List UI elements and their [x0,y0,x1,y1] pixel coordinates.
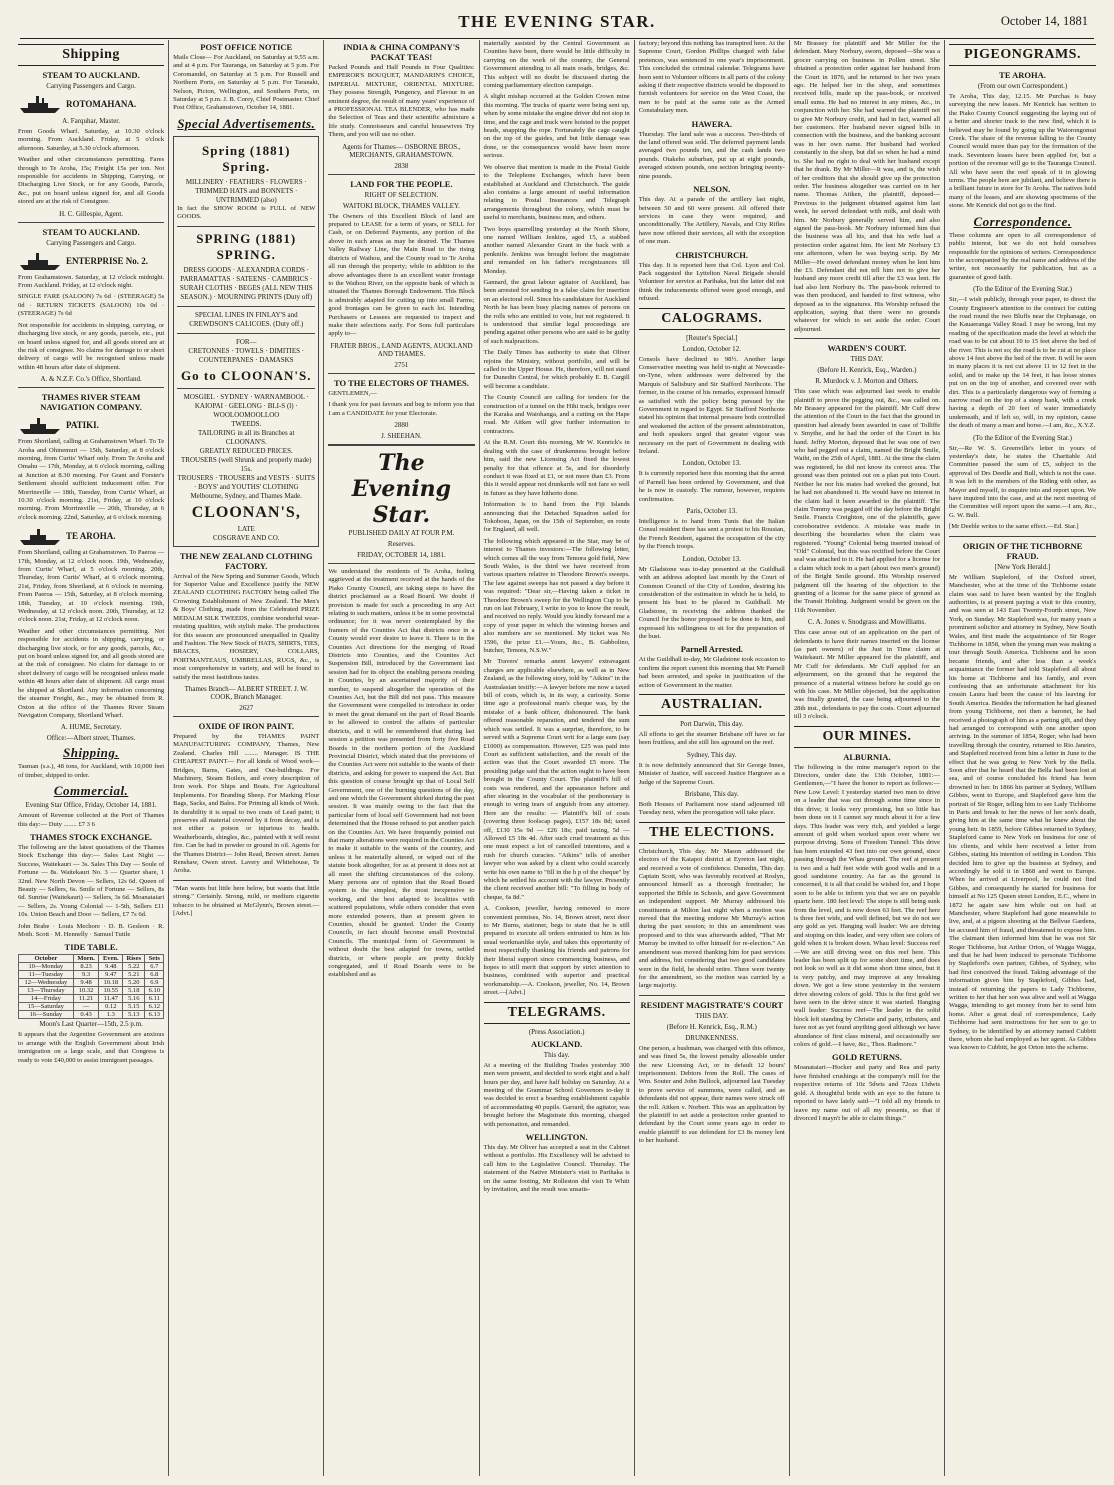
ship-name: ROTOMAHANA. [66,99,137,109]
ship-agent: A. & N.Z.F. Co.'s Office, Shortland. [40,375,142,384]
wellington-text: This day. Mr Oliver has accepted a seat in the Cabinet without a portfolio. His Excellency will be advised to call him to the Legislative Council. Thursday. The statement of the Native Minister's visit to Parihaka is on the same footing, Mr Rolleston did visit Te Whiti by invitation, and the result was unsatis- [483,1143,630,1193]
rm-court-text: One person, a bushman, was charged with this offence, and was fined 5s, the lowest penalty allowable under the new Licensing Act, or in default 12 hours' imprisonment. Debtors from the Roll. The cases of Wm. Souter and John Bullock, adjourned last Tuesday to prove service of summons, were called, and as defendants did not appear, their names were struck off the roll. Aitken v. Norbert. This was an application by the plaintiff to set aside a protection order granted to defendant by the Court some years ago in order to enable plaintiff to sue defendant for £3 8s money lent to her husband. [638,1044,785,1145]
alburnia-text: The following is the mine manager's report to the Directors, under date the 13th October, 1881:—Gentlemen,—"I have the honor to report as follows:— New Low Level: I yesterday started two men to drive on a leader that was cut through some time since in this drive; it looks very promising, but so little has been done on it I cannot say much about it for a few days. This leader was very rich, and yielded a large amount of gold when worked upon over where we purpose driving. Sons of Freedom Tunnel: This drive has been extended 43 feet into our own ground, since passing through the Whau ground. The reef at present is two and a half feet wide with good walls and in a good sandstone country. As far as the ground is concerned, it is all that could be wished for, and I hope soon to be able to inform you that we are on payable quartz here. 180 feet level: The stope is still being sunk from the level, and is now down 63 feet. The reef here is three feet wide, and well defined, but we do not see any gold as yet. Hanging wall leader: We are driving and stoping on this leader, and very often see colors of gold when it is broken down. Whau level: Success reef—We are still driving west on this reef here. This leader has been split up for some short time, and does not look so well as it did some short time since, but it is very patchy, and may improve at any breaking down. We got a few stone yesterday in the western drive showing colors of gold. This is the first gold we have seen in the drive since it was started. Hanging wall leader: Success reef—The leader in the solid block left standing by Christie and party, tributers, and have not as yet found anything good although we have abundance of first class mineral, and occasionally see colors of gold.—I have, &c., Thos. Radmore." [793,763,941,1049]
trousers: TROUSERS (well Shrunk and properly made) 15s. [181,455,312,473]
brisbane-text: Both Houses of Parliament now stand adjourned till Tuesday next, when the prorogation will take place. [638,801,785,817]
correspondence-heading: Correspondence. [973,213,1072,229]
table-row [19,1003,164,1011]
table-row [19,987,164,995]
land-title: LAND FOR THE PEOPLE. [350,178,453,189]
tichborne-text: Mr William Stapleford, of the Oxford street, Manchester, who at the time of the Tichborne estate claim was said to have been wanted by the English authorities, is at present paying a visit to this country, and was seen at 143 East Twenty-Fourth street, New York, on Sunday. Mr Stapleford was, for many years a prominent solicitor and attorney in Sydney, New South Wales, and first made the acquaintance of Sir Roger Tichborne in 1858, when the young man was making a tour through South America. Tichborne and he soon became friends, and after less than a week's acquaintance the former had told Stapleford all about his home at Tichborne and his family, and even confessing that an unfortunate attachment for his cousin Laura had been the cause of his leaving for South America. Besides the information he had gleaned from young Tichborne, not then a baronet, he had received a photograph of him as a parting gift, and they had arranged to correspond with one another upon arriving. In the summer of 1854, Roger, who had been travelling through the country, returned to Rio Janeiro, and Stapleford received from him a letter in June to the effect that he was going to New York by the Bella. Soon after that he heard that the Bella had been lost at sea, and of course concluded his friend has been drowned in her. In 1866 his partner at Sydney, William Gibbes, went to Europe, and Stapleford gave him the portrait of Sir Roger, telling him to see Lady Tichborne in Paris and break to her the news of her son's death, giving him at the same time what he knew about the young heir. In 1859, before Gibbes returned to Sydney, Stapleford came to New York on business for one of his clients, and while here received a letter from Gibbes, stating his intention of settling in London. This decided him to give up the business at Sydney, and accordingly he sold it in 1868 and went to Europe. When he arrived at Liverpool, he could not find Gibbes, and consequently he started for business for himself at No 125 Queen street London, E.C., where in 1872 he again saw him while out on bail at Manchester, where Stapleford had gone meanwhile to live, and, at a pigeon shooting at the Bellvue Gardens, he accused him of fraud, and threatened to expose him. The claimant then informed him that he was not Sir Roger Tichborne, but Arthur Orton, of Wagga Wagga, and that he had been induced to personate Tichborne by Stapleford's own partner, Gibbes, of Sydney, who had first conceived the fraud. Taking advantage of the information given him by Stapleford, Gibbes had, instead of returning the papers to Lady Tichborne, written to her that her son was alive and well at Wagga Wagga, intending to get money from her to send him home. After a great deal of correspondence, Lady Tichborne had sent instructions for her son to go to Sydney, to be identified by an attorney named Cubbitt there, whom she had employed as her agent. As Gibbes was known to Cubbitt, he got Orton into the scheme. [949,573,1097,1052]
tea-title: INDIA & CHINA COMPANY'S PACKAT TEAS! [343,42,460,62]
tide-header-cell: Rises [123,955,145,963]
late-label: LATE [237,524,255,533]
tide-header-cell: Morn. [73,955,99,963]
tide-cell: 15—Saturday [19,1003,74,1011]
newspaper-title: THE EVENING STAR. [458,12,656,31]
column-5 [635,40,790,1476]
stock-exchange-text: The following are the latest quotations of the Thames Stock Exchange this day:— Sales Last Night — Success, Waitekauri — 3s. Sales This Day — Soule of Fortune — 8s. Waitekauri No. 3 — Quarter share, 1 32nd. New North Devon — Sellers, 12s 6d. Queen of Beauty — Sellers, 6s. Smile of Fortune — Sellers, 8s 6d. Sunrise (Waitekauri) — Sellers, 3s 6d. Moanataiari — Sellers, 2s. Young Colonial — 1-5th, Sellers £11 10s. Union Beach and Door — Sellers, £7 7s 6d. [18,843,165,919]
tweeds-list: MOSGIEL · SYDNEY · WARNAMBOOL · KAIOPAI · GEELONG · BLI-S (l) · WOOLOOMOOLLOO [183,392,309,419]
tide-cell: 12—Wednesday [19,979,74,987]
hawera-text: Thursday. The land sale was a success. Two-thirds of the land offered was sold. The deferred payment lands averaged two pounds ten, and the cash lands two pounds. Otakeho suburban, put up at eight pounds, averaged sixteen pounds, one section bringing twenty-nine pounds. [638,130,785,180]
column-7 [945,40,1100,1476]
reduced-prices: GREATLY REDUCED PRICES. [199,446,293,455]
auckland-heading: AUCKLAND. [530,1038,583,1049]
letter-text: Sir,—Re W. S. Greenville's letter in yours of yesterday's date, he states the Charitable Aid Committee passed the sum of £5, subject to the approval of Drs Deedle and Bull, which is not the case. It was left to the members of the Riding with other, as Mayor and myself, to enquire into and report upon. We have inquired into the case, and at the next meeting of the Committee will report upon the same.—I am, &c., G. W. Bull. [949,444,1097,519]
ship-note: Weather and other circumstances permitting. Fares through to Te Aroha, 15s; Freight 15s per ton. Not responsible for accidents in Shipping, Carrying, or Discharging Live Stock, or for any Goods, Parcels, &c., put on board unless signed for, and all Goods stored are at the risk of Consignee. [18,156,165,206]
tide-cell: 5.15 [123,1003,145,1011]
nz-branch: Thames Branch— ALBERT STREET. J. W. COOK, Branch Manager. [184,684,308,701]
steamship-icon [18,414,62,436]
oxide-paint-text: Prepared by the THAMES PAINT MANUFACTURING COMPANY, Thames, New Zealand. Charles Hill ........ Manager. IS THE CHEAPEST PAINT— For all kinds of Wood work—Bridges, Barns, Gates, and Out-buildings. For Machinery, Steam Boilers, and every description of Iron work. For Ships and Boats. For Agricultural Implements. For Branding Sheep. For Marking Flour Bags, Sacks, and Bales. For Priming all kinds of Work. In durability it is equal to two coats of Lead paint; it preserves all material covered by it from decay, and is not either a poison or injurious to health. Weatherboards, shingles, &c., painted with it will resist fire. Can be had in powder or ground in oil. Agents for the Thames District— John Read, Brown street. James Renshaw, Owen street. Lavery and Whitehouse, Te Aroha. [173,732,320,875]
land-sub-2: WAITOKI BLOCK, THAMES VALLEY. [342,201,460,210]
tailoring: TAILORING in all its Branches at CLOONAN'S. [198,428,295,446]
parnell-text: At the Guildhall to-day, Mr Gladstone took occasion to confirm the report current this morning that Mr Parnell had been arrested, and spoke in justification of the action of Government in the matter. [638,656,785,689]
land-text: The Owners of this Excellent Block of land are prepared to LEASE for a term of years, or SELL for Cash, or on Deferred Payments, any portion of the above in such areas as may be desired. The Thames Valley Railway Line, the Main Road to the rising districts of Waihou, and the County road to Te Aroha all run through the property; while in addition to the above advantages there is an excellent water frontage to the Waihou River, on the opposite bank of which is situated the Thames Borough Endowment. This Block is admirably adapted for cutting up into small Farms; good frontages can be given to each lot. Intending Purchasers or Lessees are requested to inspect and make their selections early. For Sons full particulars apply to— [328,212,475,338]
tide-cell: 11.21 [73,995,99,1003]
ship-office: Office:—Albert street, Thames. [46,734,136,743]
gold-returns-text: Moanataiari—Hocker and party and Rea and party have finished crushings at the company's mill for the respective returns of 10z 5dwts and 72ozs 13dwts gold. A thoughtful bride with an eye to the future is reported to have lately said—"I told all my friends to leave my name out of all my presents, so that if divorced I mayn't be able to claim things." [793,1064,941,1122]
our-mines-heading: OUR MINES. [794,726,940,748]
table-row [19,963,164,971]
elections-text: Christchurch, This day. Mr Mason addressed the electors of the Kaiapoi district at Eyreton last night, and received a vote of confidence. Dunedin, This day. Captain Scott, who was favorably received at Roslyn, announced himself as a thorough freetrader; he supported the Bible in Schools, and gave Government an independent support. Mr Murray addressed his constituents at Milton last night when a motion was moved that the meeting endorse Mr Murray's action during the past session; to this an amendment was proposed and to this was afterwards added, "That Mr Murray be invited to offer himself for re-election." An amendment was moved thanking him for past services and address, but considering that two good candidates were in the field, he should retire. There were twenty for the amendment, so the motion was carried by a large majority. [638,847,785,990]
fares: SINGLE FARE (SALOON) 7s 6d · (STEERAGE) 5s 0d · RETURN TICKETS (SALOON) 10s 0d · (STEERAGE) 7s 6d [18,293,165,318]
warden-court-heading: WARDEN'S COURT. [827,343,907,354]
tide-cell: 5.21 [123,971,145,979]
millinery-list: MILLINERY · FEATHERS · FLOWERS · TRIMMED HATS and BONNETS · UNTRIMMED (also) [185,177,307,204]
for-label: FOR— [235,337,257,346]
tide-cell: 10.18 [99,979,123,987]
tide-cell: 5.20 [123,979,145,987]
hawera-heading: HAWERA. [691,118,732,129]
cloonans-name: CLOONAN'S, [191,503,301,521]
ship-agent: H. C. Gillespie, Agent. [59,209,124,218]
dateline: London, October 13. [682,554,741,563]
table-row [19,971,164,979]
steamship-icon [18,525,62,547]
tea-text: Packed Pounds and Half Pounds in Four Qualities: EMPEROR'S BOUQUET, MANDARIN'S CHOICE, IMPERIAL MIXTURE, ORIENTAL MIXTURE. They possess Strength, Pungency, and Flavour in an eminent degree, the result of many years' experience of a PROFESSIONAL TEA BLENDER, who has made the Selection of Teas and their scientific admixture a life study. Connoisseurs and careful housewives Try Them, and you will use no other. [328,64,475,139]
tide-cell: 5.16 [123,995,145,1003]
press-association: (Press Association.) [528,1027,585,1036]
news-item: Information is to hand from the Fiji Islands announcing that the Detached Squadron sailed for Tokobosu, Japan, on the 15th of September, en route for England, all well. [483,501,630,534]
fares-note: Not responsible for accidents in shipping, carrying, or discharging live stock, or any goods, parcels, etc., put on board unless signed for, and all goods stored are at the risk of consignee. No claims for damage to or short delivery of cargo will be recognised unless made within 48 hours after date of shipment. [18,321,165,371]
tide-cell: 10—Monday [19,963,74,971]
australian-heading: AUSTRALIAN. [639,694,785,716]
ship-schedule: From Grahamstown. Saturday, at 12 o'clock midnight. From Auckland. Friday, at 12 o'clock night. [18,273,165,290]
london-text: Mr Gladstone was to-day presented at the Guildhall with an address adopted last month by the Court of Common Council of the City of London, desiring his consideration of the estimation in which he is held, to present his bust to be placed in Guildhall. Mr Gladstone, in receiving the address thanked the Council for the honor proposed to be done to him, and expressed his willingness to sit for the preparation of the bust. [638,565,785,640]
calograms-heading: CALOGRAMS. [639,308,785,330]
nz-ad-number: 2627 [239,703,254,712]
paris-text: Intelligence is to hand from Tunis that the Italian Consul resident there has sent a protest to his Rousian, the French Resident, against the occupation of the city by the French troops. [638,518,785,551]
section-shipping-2: Shipping. [63,745,120,761]
court-text: Mr Brassey for plaintiff and Mr Miller for the defendant. Mary Norbury, sworn, deposed—She was a grocer carrying on business in Pollen street. She obtained a protection order against her husband from the Court in 1876, and he returned to her two years ago. He helped her in the shop, and sometimes received bills, made up the pass-book, or received small sums. He had no interest in any mines, &c., in conjunction with her. She had warned the plaintiff not to give Mr Norbury credit, and had in fact, warned all her customers. Her husband never signed bills in connection with the business, and the banking account was in her own name. Her husband had worked constantly in the shop, but did so when he had a mind to. She had no right to deal with her husband except that he drank. By Mr Miller—It was, and is, the wish of her creditors that she should give up the protection order. The business altogether was carried on in her name. Thomas Aitken, the plaintiff, deposed—Previous to the judgment obtained against him last week, he served defendant with milk, and dealt with him. Mr Norbury generally served him, and also signed the pass-book. Mr Norbury informed him that the business was all his, and that his wife had a protection order against him. He lent Mr Norbury £3 one afternoon, when he was buying scrip. By Mr Miller—He owed defendant money when he lent him the £3. Defendant did not tell him not to give her husband any more credit till after the £3 was lent. He had also lent Norbury 8s. The pass-book referred to was then produced, and handed to first witness, who deposed as to the signatures. His Worship refused the application, saying that there were no grounds whatever for which to set aside the order. Court adjourned. [793,40,941,333]
news-item: Two boys quarrelling yesterday at the North Shore, one named William Jenkins, aged 15, a stabbed another named Alexander Grant in the back with a penknife. Jenkins was brought before the magistrate and remanded on his father's recognizances till Monday. [483,225,630,275]
ship-ad-patiki [18,414,164,436]
fabrics-list: CRETONNES · TOWELS · DIMITIES · COUNTERPANES · DAMASKS [188,346,305,364]
go-to-cloonans: Go to CLOONAN'S. [181,367,312,383]
dateline: London, October 13. [682,459,741,468]
suits-list: TROUSERS · TROUSERS and VESTS · SUITS · BOYS' and YOUTHS' CLOTHING [177,473,315,491]
table-row [19,979,164,987]
special-ads-heading: Special Advertisements. [177,115,316,131]
column-3 [324,40,479,1476]
stock-exchange-title: THAMES STOCK EXCHANGE. [30,831,153,842]
steamship-icon [18,93,62,115]
tide-cell: 10.32 [73,987,99,995]
reuters-special: [Reuter's Special.] [686,333,738,342]
tide-cell: 0.43 [73,1011,99,1019]
ship-note: Weather and other circumstances permitting. Not responsible for accidents in shipping, carrying, or discharging live stock, or for any goods, parcels, &c., put on board unless signed for, and all goods stored are at the risk of consignee. No claim for damage to or short delivery of cargo will be recognised unless made within 48 hours after date of shipment. All cargo must be shipped at Shortland. Any information concerning the steamer Freight, &c., may be obtained from R. Oxton at the office of the Thames River Steam Navigation Company, Shortland Wharf. [18,627,165,719]
section-shipping: Shipping [18,44,164,66]
nz-clothing-title: THE NEW ZEALAND CLOTHING FACTORY. [179,550,313,571]
reserves-label: Reserves. [387,539,415,548]
electors-text: I thank you for past favours and beg to inform you that I am a CANDIDATE for your Electorate. [328,401,475,417]
news-item: At the R.M. Court this morning, Mr W. Kenrick's in dealing with the case of drunkenness brought before him, said the new Licensing Act fixed the lowest penalty for that offence at 5s, and for disorderly conduct it was fixed at £1, or not more than £3. From this it would appear not drunkards will not fare so well in future as they have hitherto done. [483,439,630,497]
own-correspondent: (From our own Correspondent.) [977,82,1068,90]
rm-court-day: THIS DAY. [695,1011,729,1020]
gold-returns-heading: GOLD RETURNS. [831,1052,902,1063]
land-ad-number: 2751 [394,360,409,369]
letter-head: (To the Editor of the Evening Star.) [973,433,1072,442]
parnell-heading: Parnell Arrested. [680,644,743,655]
tide-cell: 11.47 [99,995,123,1003]
tide-cell: 5.18 [123,987,145,995]
news-item: A slight mishap occurred at the Golden Crown mine this morning. The trucks of quartz were being sent up, when by some mistake the engine driver did not stop in time, and the cage and truck were hoisted to the poppet heads, snapping the rope. Fortunately the cage caught on the top of the guides, and but little damage was done, or the consequences would have been more serious. [483,93,630,160]
auckland-date: This day. [543,1050,570,1059]
cloonan-ad [173,136,319,547]
special-lines: SPECIAL LINES IN FINLAY'S and CREWDSON'S CALICOES. (Duty off.) [189,310,304,328]
tide-cell: — [73,1003,99,1011]
tide-cell: 5.13 [123,1011,145,1019]
steam-auckland-sub-2: Carrying Passengers and Cargo. [46,238,136,247]
tide-header-cell: Sets [145,955,164,963]
alburnia-heading: ALBURNIA. [843,751,891,762]
london-text: Consols have declined to 98½. Another large Conservative meeting was held to-night at Newcastle-on-Tyne, when addresses were delivered by the Marquis of Salisbury and Sir Stafford Northcote. The former, in the course of his remarks, expressed himself as satisfied with the policy being pursued by the Government in regard to Egypt. Sir Stafford Northcote stated his opinion that internal pressure both controlled and weakened the action of the present administration, and both speakers urged that greater vigour was necessary on the part of Government in dealing with Ireland. [638,355,785,456]
tide-cell: 6.10 [145,987,164,995]
nz-clothing-text: Arrival of the New Spring and Summer Goods, Which for Superior Value and Excellence justify the NEW ZEALAND CLOTHING FACTORY being called The Crowning Establishment of New Zealand. The Men's & Boys' Clothing, made from the Celebrated PRIZE MEDALM SILK TWEEDS, combine wonderful wear-resisting qualities, with stylish make. The productions for this season are pronounced unequalled in Quality and Fashion. The New Stock of HATS, SHIRTS, TIES, BRACES, HOSIERY, COLLARS, PORTMANTEAUS, UMBRELLAS, RUGS, &c., is most comprehensive in variety, and will be found to satisfy the most fastidious tastes. [173,572,320,681]
post-office-text: Mails Close— For Auckland, on Saturday at 9.55 a.m. and at 4 p.m. For Tauranga, on Saturday at 5 p.m. For Coromandel, on Saturday at 5 p.m. For Russell and Northern Ports, on Saturday at 5 p.m. For Taranaki, Nelson, Picton, Wellington, and Southern Ports, on Saturday at 5 p.m. J. B. Corey, Chief Postmaster. Chief Post Office, Grahamstown, October 14, 1881. [173,54,320,112]
nelson-text: This day. At a parade of the artillery last night, between 50 and 60 were present. All offered their services in case they were required, and unconditionally. The Artillery, Navals, and City Rifles have now offered their services, all with the exception of one man. [638,196,785,246]
tide-cell: 13—Thursday [19,987,74,995]
dateline: London, October 12. [682,344,741,353]
melbourne-made: Melbourne, Sydney, and Thames Made. [190,491,303,500]
column-2 [169,40,324,1476]
electors-signature: J. SHEEHAN. [381,431,422,440]
nelson-heading: NELSON. [693,184,731,195]
editor-note: [Mr Deeble writes to the same effect.—Ed. Star.] [949,523,1079,531]
elections-heading: THE ELECTIONS. [639,822,785,844]
steam-auckland-title: STEAM TO AUCKLAND. [42,70,140,80]
tide-cell: 1.3 [99,1011,123,1019]
tweeds-label: TWEEDS. [231,419,262,428]
warden-before: (Before H. Kenrick, Esq., Warden.) [817,366,917,375]
ship-schedule: From Shortland, calling at Grahamstown. To Paeroa — 17th, Monday, at 12 o'clock noon. 19th, Wednesday, from Curtis' Wharf, at 5 o'clock morning. 20th, Thursday, from Curtis' Wharf, at 6 o'clock morning. 21st, Friday, from Shortland, at 6 o'clock in morning. From Paeroa — 15th, Saturday, at 8 o'clock morning. 18th, Tuesday, at 10 o'clock morning. 19th, Wednesday, at 12 o'clock noon. 20th, Thursday, at 12 o'clock noon. 21st, Friday, at 12 o'clock noon. [18,549,165,624]
tide-cell: 5.22 [123,963,145,971]
tide-header-cell: October [19,955,74,963]
ship-agent: A. HUME, Secretary. [60,723,122,732]
editorial-date: FRIDAY, OCTOBER 14, 1881. [357,550,446,559]
news-item: The Daily Times has authority to state that Oliver rejoins the Ministry, without portfolio, and will be called to the Upper House. He, therefore, will not stand for Dunedin Central, for which probably E. B. Cargill will become a candidate. [483,349,630,390]
rm-court-heading: RESIDENT MAGISTRATE'S COURT [640,999,784,1010]
tide-cell: 9.48 [73,979,99,987]
warden-day: THIS DAY. [850,355,884,364]
port-entries: Tasman (s.s.), 48 tons, for Auckland, with 10,000 feet of timber, shipped to order. [18,763,165,779]
evening-star-nameplate: The Evening Star. [351,449,452,528]
column-1 [14,40,169,1476]
land-agents: FRATER BROS., LAND AGENTS, AUCKLAND AND THAMES. [330,341,473,358]
brokers: John Brabe · Louis Mechore · D. B. Gesleon · R. Moth. Scott · M. Hennelly · Samuel Tuttle [18,922,165,938]
editorial-text: We understand the residents of Te Aroha, feeling aggrieved at the treatment received at the hands of the Piako County Council, are taking steps to have the district proclaimed as a Road Board. We doubt if provision is made for such a proceeding in any Act relating to such matters, unless it be in some provincial ordinance; for it was never contemplated by the framers of the Counties Act that districts once in a County would ever desire to leave it. There is in the Counties Act directions for the merging of Road Districts into Counties, and the Counties Act Suspension Bill, introduced by the Government last session had for its object the enabling persons residing in Counties, by an ascertained majority of their number, to suspend altogether the operation of the Counties Act, but the Bill did not pass. This measure the Government were compelled to introduce in order to meet the great demand on the part of Road Boards to be allowed to control the affairs of particular districts, and it will be remembered that during last session a petition was presented from forty five Road Boards in the northern portion of the Auckland Provincial District, which stated that the provisions of the Counties Act were not suitable to the wants of their districts, and asking for power to suspend the Act. But this question of course brought up that of Local Self Government, one of the burning questions of the day, and one which the Government shirked during the past session. It was mainly owing to the fact that the particular form of local self Government had not been determined that the House refused to put another patch on the Counties Act. We have frequently pointed out that many alterations were required in the Counties Act to make it suitable to the wants of the country, and unless it be materially altered, or wiped out of the statute book altogether, for as at present it does not at all meet the shifting circumstances of the colony. Many persons are of opinion that the Road Board system is the simplest, the most inexpensive to working, and the best adapted to localities with scattered populations, while others consider that even more extended powers, than at present given to Counties, should be granted. Under the County Councils, in fact should become small Provincial Councils. The municipal form of Government is without doubt the best adapted for towns, settled districts, or where people are pretty thickly congregated, and if Road Boards were to be established and as [328,567,475,979]
section-commercial: Commercial. [53,783,129,799]
electors-greeting: GENTLEMEN,— [328,389,377,397]
commercial-date: Evening Star Office, Friday, October 14, 1881. [25,801,157,810]
tide-cell: 16—Sunday [19,1011,74,1019]
tide-cell: 6.8 [145,971,164,979]
post-office-title: POST OFFICE NOTICE [200,42,293,52]
ship-ad-te-aroha [18,525,164,547]
london-text: It is currently reported here this morning that the arrest of Parnell has been ordered by Government, and that he is now in custody. The rumour, however, requires confirmation. [638,470,785,503]
christchurch-heading: CHRISTCHURCH. [675,249,749,260]
wellington-heading: WELLINGTON. [525,1131,588,1142]
commercial-text: Amount of Revenue collected at the Port of Thames this day:— Duty ........ £7 3 6 [18,812,165,828]
published-daily: PUBLISHED DAILY AT FOUR P.M. [348,528,455,537]
te-aroha-heading: TE AROHA. [999,70,1046,80]
news-item: Mr Travers' remarks anent lawyers' extravagant charges are applicable elsewhere, as well as in New Zealand, as the following story, told by "Atkins" in the Australasian testify:—A lawyer before me now a taxed bill of costs, which is, in its way, a curiosity. Some time ago a professional man's cheque was, by the mistake of a bank officer, dishonoured. The bank offered reasonable reparation, and tendered the sum which was settled. It was a surprise, therefore, to be served with a Supreme Court writ for a large sum (say £1000) as compensation. However, £25 was paid into Court as sufficient satisfaction, and the result of the action was that the Court awarded £5 more. The presiding judge said that the action ought to have been brought in the County Court. The plaintiff's bill of costs was rendered, and the appearance before and after elearing in the vocabular of the prothonotary is enough to wring tears of anguish from any attorney. Here are the results: — Plaintiff's bill of costs (covering three foolscap pages), £157 18s 8d; taxed off, £130 15s 9d — £26 18s; paid taxing, 5d — Allowed £5 18s 4d. After such cruel treatment as this one must expect a lot of cancelled intentions, and a rush for church curacies. "Atkins" tells of another lawyer who was asked by a client who could scarcely write his own name to "fill in the h p of the cheque" by which he settled his account with the lawyer. Presently the client received another bill: "To filling in body of cheque, 6s 8d." [483,658,630,901]
dateline: Sydney, This day. [687,750,737,759]
table-row [19,1011,164,1019]
ship-schedule: From Shortland, calling at Grahamstown Wharf. To Te Aroha and Ohinemuri — 15th, Saturday, at 8 o'clock morning, from Curtis' Wharf only. From Te Aroha and Omahu — 17th, Monday, at 6 o'clock morning, calling at Junction at 8.30 morning. For Grant and Forster's Settlement should sufficient inducement offer. For Morrinsville — 18th, Tuesday, from Curtis' Wharf, at 10.30 o'clock morning. 21st, Friday, at 10 o'clock morning. From Morrinsville — 20th, Thursday, at 6 o'clock morning. 22nd, Saturday, at 6 o'clock morning. [18,438,165,521]
news-item: factory; beyond this nothing has transpired here. At the Supreme Court, Gordon Phillips charged with false pretences, was sentenced to one year's imprisonment. This concluded the criminal calendar. Telegrams have been sent to Volunteer officers in all parts of the colony asking if their respective districts would be disposed to furnish volunteers for service on the West Coast, the men to be paid at the same rate as the Armed Constabulary men. [638,40,785,115]
column-4 [480,40,635,1476]
warden-case: C. A. Jones v. Snodgrass and Mowilliams. [807,618,927,627]
tide-cell: 6.12 [145,1003,164,1011]
ship-schedule: From Goods Wharf. Saturday, at 10.30 o'clock morning. From Auckland. Friday, at 5 o'clock afternoon. Saturday, at 5.30 o'clock afternoon. [18,128,165,152]
tide-cell: 6.9 [145,979,164,987]
page-columns [14,40,1100,1476]
oxide-paint-title: OXIDE OF IRON PAINT. [198,720,294,731]
cosgrave: COSGRAVE AND CO. [212,533,280,542]
dateline: Port Darwin, This day. [680,719,744,728]
news-item: We observe that mention is made in the Postal Guide to the Telephone Exchanges, which have been established at Auckland and Christchurch. The guide also contains a large amount of useful information relating to Postal Insurances and Telegraph arrangements throughout the colony, which must be useful to merchants, business men, and others. [483,163,630,222]
darwin-text: All efforts to get the steamer Brisbane off have so far been fruitless, and she still lies aground on the reef. [638,730,785,747]
thames-river-title: THAMES RIVER STEAM NAVIGATION COMPANY. [40,392,142,413]
ship-name: ENTERPRISE No. 2. [66,255,149,266]
tide-cell: 6.13 [145,1011,164,1019]
tide-cell: 9.48 [99,963,123,971]
tide-cell: 8.23 [73,963,99,971]
christchurch-text: This day. It is reported here that Col. Lyon and Col. Pack suggested the Lyttelton Naval Brigade should Volunteer for service at Parihaka, but the latter did not think the inducements offered were good enough, and refused. [638,261,785,303]
dateline: Paris, October 13. [686,507,738,516]
tea-agents: Agents for Thames— OSBORNE BROS., MERCHANTS, GRAHAMSTOWN. [342,142,461,159]
news-item: A. Cookson, jeweller, having removed to more convenient premises, No. 14, Brown street, next door to Mr Burns, stationer, begs to state that he is still prepared to execute all orders entrusted to him in his usual workmanlike style, and takes this opportunity of most respectfully thanking his friends and patrons for their liberal support since commencing business, and hopes to still merit that support by strict attention to business, combined with superior and practical workmanship.—A. Cookson, jeweller, No. 14, Brown street.—[Advt.] [483,905,630,997]
steam-auckland-title-2: STEAM TO AUCKLAND. [42,226,140,237]
tobacco-ad: "Man wants but little here below, but wants that little strong." Certainly. Strong, mild, or medium cigarette tobacco to be obtained at McGlynn's, Brown street.—[Advt.] [173,884,320,918]
electors-title: TO THE ELECTORS OF THAMES. [333,377,469,388]
showroom-text: In fact the SHOW ROOM is FULL of NEW GOODS. [177,204,316,221]
pigeongrams-heading: PIGEONGRAMS. [949,44,1096,66]
issue-date: October 14, 1881 [1000,14,1088,28]
land-sub: RIGHT OF SELECTION. [364,190,439,199]
tide-table-title: TIDE TABLE. [64,942,118,953]
steam-auckland-sub: Carrying Passengers and Cargo. [46,82,136,90]
tide-cell: 6.7 [145,963,164,971]
table-row [19,995,164,1003]
news-item: Gannard, the great labour agitator of Auckland, has been arrested for sending in a false claim for insertion on an electoral roll. Since his candidature for Auckland North he has been busy placing names of persons on the rolls who are entitled to vote, but not registered. It is understood that similar legal proceedings are pending against other persons who are said to be guilty of such malpractices. [483,278,630,345]
dress-list: DRESS GOODS · ALEXANDRA CORDS · PARRAMATTAS · SATEENS · CAMBRICS · SURAH CLOTHS · BEGES (ALL NEW THIS SEASON.) · MOURNING PRINTS (Duty off) [179,265,313,301]
ship-master: A. Farquhar, Master. [62,117,121,125]
tide-cell: 0.12 [99,1003,123,1011]
spring-heading: Spring (1881) Spring. [202,142,291,174]
news-item: materially assisted by the Central Government as Counties have been, there would be little difficulty in carrying on the work of the country, the General Government attending to all main roads, bridges, &c. This subject will no doubt be discussed during the coming parliamentary election campaign. [483,40,630,90]
steamship-icon [18,250,62,272]
letter-head: (To the Editor of the Evening Star.) [973,285,1072,294]
ship-ad-rotomahana [18,93,164,115]
sydney-text: It is now definitely announced that Sir George Innes, Minister of Justice, will succeed Justice Hargrave as a Judge of the Supreme Court. [638,761,785,786]
correspondence-note: These columns are open to all correspondence of public interest, but we do not hold ourselves responsible for the opinions of writers. Correspondence to the accompanied by the real name and address of the writer, not necessarily for publication, but as a guarantee of good faith. [949,231,1097,281]
letter-text: Sir,—I wish publicly, through your paper, to direct the County Engineer's attention to the contract for cutting the road round the two Bluffs near the Orphanage, on the Kauaeranga Valley Road. I may be wrong, but my reading of the specification made the level at which the road was to be cut about 10 to 15 feet above the bed of the river. This is not so; the road is to be cut at no place above 14 feet above the bed of the river. It will be seen in many places it is not cut above 11 to 12 feet in the solid, and to make up the 14 feet, it has loose stones put on on the top of another, and covered over with dirt. This is a particularly dangerous way of forming a narrow road on the top of a steep bank, with a creek having a depth of 20 feet of water immediately underneath, and if left so, will, in my opinion, cause the death of many a man and horse.—I am, &c., X.Y.Z. [949,296,1097,430]
masthead [20,8,1094,39]
tide-cell: 9.3 [73,971,99,979]
tide-cell: 6.11 [145,995,164,1003]
electors-ad-number: 2880 [394,420,409,429]
warden-text: This case arose out of an application on the part of defendants to have their names inserted on the license (as part owners) of the Just in Time claim at Waitekauri. Mr Miller appeared for the plaintiff, and Mr Cuff for defendants. Mr Cuff applied for an adjournment, on the ground that he required the presence of a material witness before he could go on with his case. Mr Miller objected, but the application was finally granted, the case being adjourned to the 28th inst., defendants to pay the costs. Court adjourned till 3 o'clock. [793,629,941,721]
tide-cell: 14—Friday [19,995,74,1003]
ship-name: TE AROHA. [66,531,116,542]
tichborne-source: [New York Herald.] [994,562,1051,571]
drunkenness-heading: DRUNKENNESS. [685,1033,739,1042]
warden-case: R. Murdock v. J. Morton and Others. [815,377,919,386]
tide-cell: 10.55 [99,987,123,995]
spring-heading-2: SPRING (1881) SPRING. [196,230,297,262]
moon-phase: Moon's Last Quarter—15th, 2.5 p.m. [39,1020,143,1029]
tide-cell: 11—Tuesday [19,971,74,979]
news-item: The County Council are calling for tenders for the construction of a tunnel on the Hihi track, bridges over the Karaka and Waiohanga, and a cutting on the Hape road. Mr Aitken will give further information to contractors. [483,394,630,435]
ship-name: PATIKI. [66,420,99,431]
auckland-text: At a meeting of the Building Trades yesterday 300 men were present, and decided to work eight and a half hours per day, and have half holiday on Saturday. At a meeting of the Grammar School Governors to-day it was decided to erect a boarding establishment capable of accommodating 40 pupils. Garrard, the agitator, was brought before the Magistrate this morning, charged with personation, and remanded. [483,1061,630,1128]
warden-text: This case which was adjourned last week to enable plaintiff to prove the pegging out, &c., was called on. Mr Brassey appeared for the plaintiff. Mr Cuff drew the attention of the Court to the fact that the ground in question had already been awarded in case of Tolliffe v. Smythe, and he had the order of the Court in his hand. Jeffry Morton, deposed that he was one of two who had pegged out a claim, named the Bright Smile, Waihi, on the 25th of April, 1881. At the time the claim was registered, he did not know its correct area. The ground was then pointed out on a plan put into Court. Neither he nor his mates had worked the ground, but he had not abandoned it. He would have no interest in the claim had it been awarded to the plaintiff. The claim Tommy was pegged off the day before the Bright Smile. Francis Creighton, one of the plaintiffs, gave corroborative evidence. A mistake was made in describing the boundaries when the claim was registered. "Young" Colonial being inserted instead of "Old" Colonial, but this was rectified before the Court seal was attached to it. He had applied for a license for a claim which took in a part (about two men's ground) of the Bright Smile ground. His Worship reserved judgment till the hearing of the objection to the granting of a license for the same piece of ground as the Transit Holding. Judgment would be given on the 11th November. [793,388,941,614]
column-6 [790,40,945,1476]
argentine-item: It appears that the Argentine Government are anxious to arrange with the English Government about Irish immigration on a large scale, and that Congress is ready to vote £40,000 to assist immigrant passages. [18,1031,165,1064]
news-item: The following which appeared in the Star, may be of interest to Thames investors:—The following letter, which comes all the way from Temora gold field, New South Wales, is the third we have received from various quarters relative to Theodore Brown's sweeps. The law against sweeps has not passed a day before it was required: "Dear sir,—Having taken a ticket in Theodore Brown's sweep for the Wellington Cup to be run on last February, I write to you to know the result, and received no reply. Would you kindly forward me a copy of your paper in which the winning horses and also numbers are so mentioned. My ticket was No 1596, the prize £1.—Yours, &c., B. Gabbolino, butcher, Temora, N.S.W." [483,537,630,655]
telegrams-heading: TELEGRAMS. [484,1002,630,1024]
te-aroha-text: Te Aroha, This day, 12.15. Mr Purchas is busy surveying the new leases. Mr Kenrick has written to the Piako County Council suggesting the laying out of a better and shorter track to the new find, which it is believed may be found by going up the Waiorongomai Creek. The share of the revenue falling to the County Council would more than pay for the formation of the track. Seventeen leases have been applied for, but a portion of the revenue will go to the Tauranga Council. All who have seen the reef speak of it in glowing terms. The people here are jubilant, and believe there is a brilliant future in store for Te Aroha. The natives hold many of the leases, and are showing specimens of the stone. Mr Kenrick did not go to the find. [949,93,1097,210]
tide-cell: 9.47 [99,971,123,979]
tichborne-heading: ORIGIN OF THE TICHBORNE FRAUD. [962,540,1083,561]
dateline: Brisbane, This day. [684,790,739,798]
tide-table [18,954,164,1019]
tea-ad-number: 2838 [394,161,409,170]
rm-court-before: (Before H. Kenrick, Esq., R.M.) [666,1022,757,1031]
tide-header-cell: Even. [99,955,123,963]
ship-ad-enterprise [18,250,164,272]
